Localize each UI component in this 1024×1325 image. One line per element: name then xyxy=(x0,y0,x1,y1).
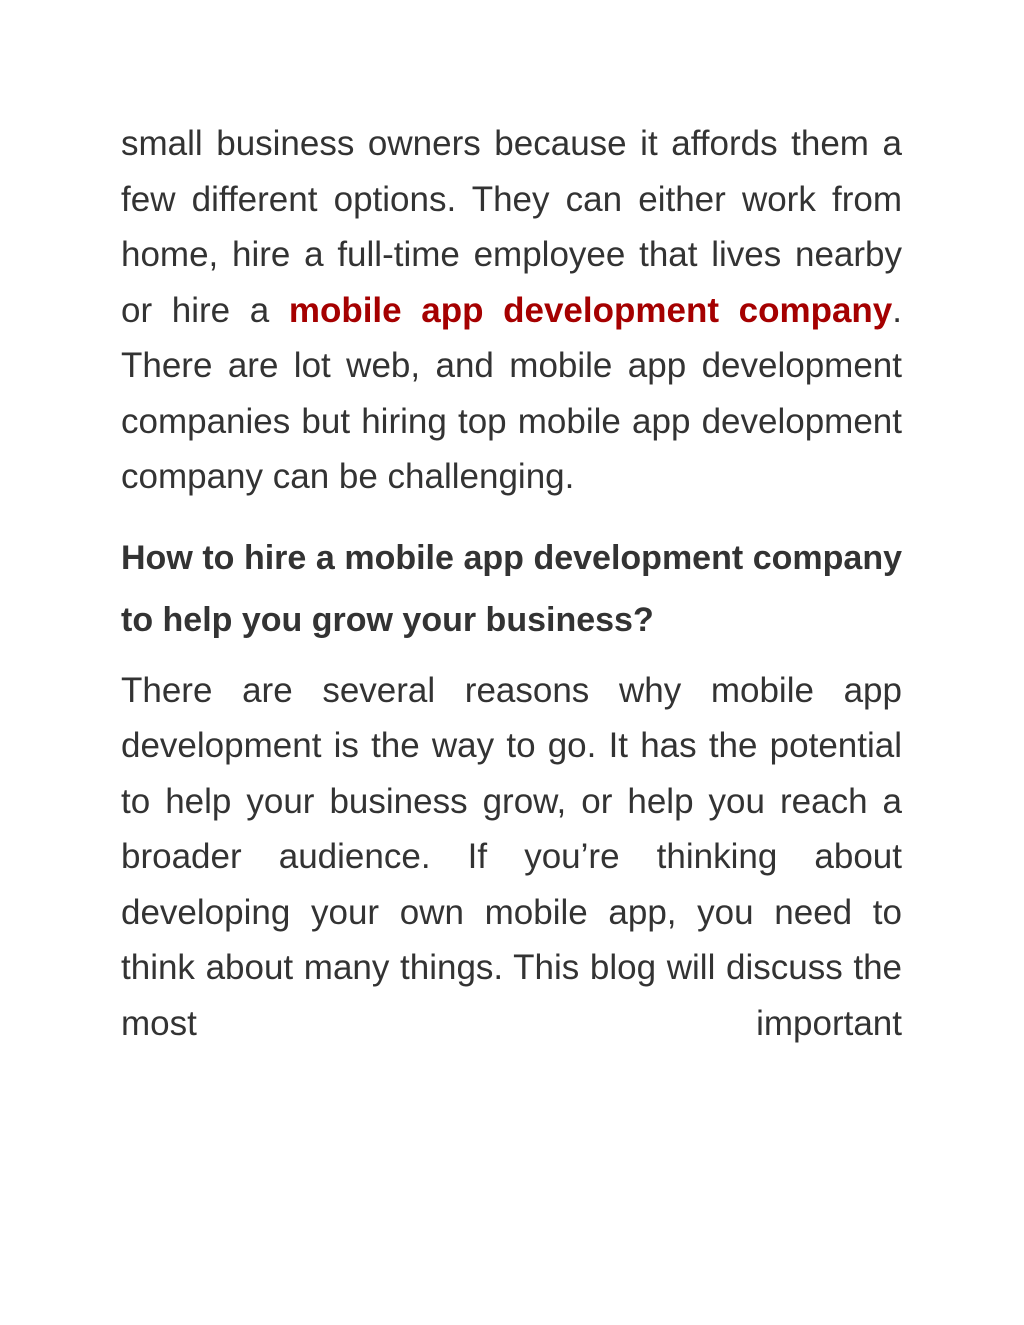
paragraph-intro-text-end: . There are lot web, and mobile app development companies but hiring top mobile app development company can be challenging. xyxy=(121,290,902,496)
paragraph-intro-text-start: small business owners because it affords them a few different options. They can either work from home, hire a full-time employee that lives nearby or hire a xyxy=(121,124,902,330)
mobile-app-development-company-link[interactable]: mobile app development company xyxy=(288,290,893,330)
section-heading: How to hire a mobile app development company to help you grow your business? xyxy=(121,538,902,639)
document-page xyxy=(121,116,902,1051)
paragraph-intro xyxy=(121,116,902,505)
paragraph-reasons: There are several reasons why mobile app development is the way to go. It has the potential to help your business grow, or help you reach a broader audience. If you’re thinking about developing your own mobile app, you need to think about many things. This blog will discuss the most important xyxy=(121,670,902,1043)
